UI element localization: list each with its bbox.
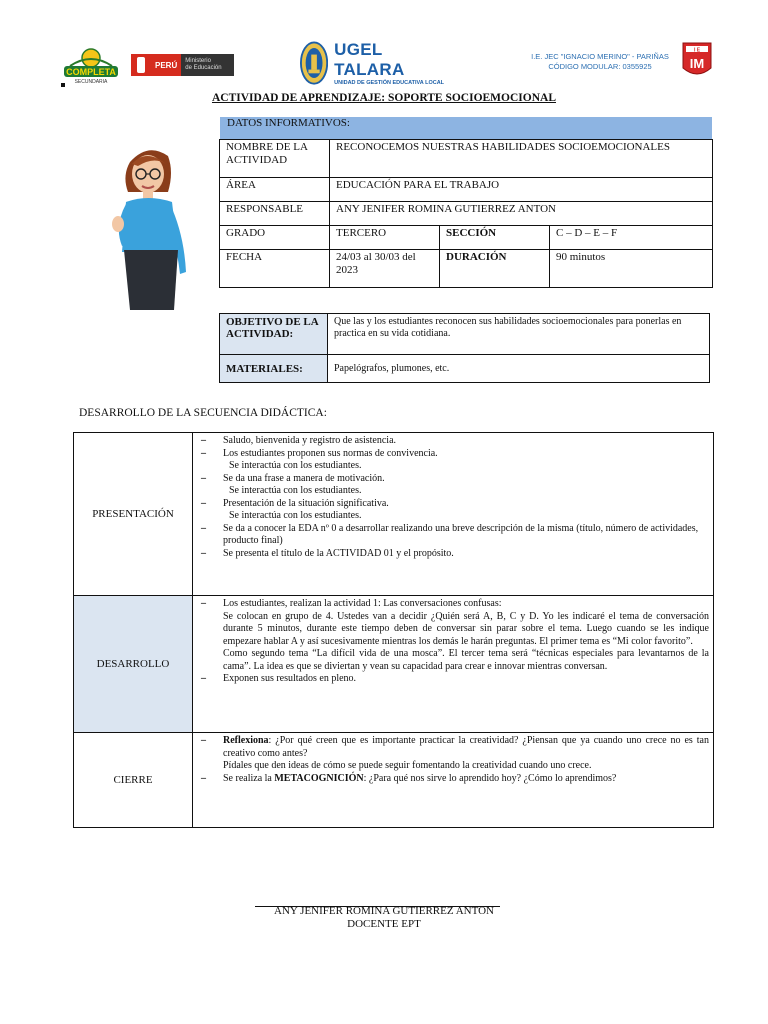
desarrollo-content [193,596,714,733]
area-label: ÁREA [220,178,330,202]
item-text: Se da a conocer la EDA nº 0 a desarrollar realizando una breve descripción de la misma (título, número de actividades, producto final) [223,522,699,546]
bullet: – [201,673,206,684]
signature-name: ANY JENIFER ROMINA GUTIERREZ ANTON [274,905,494,917]
table-row [220,355,710,383]
im-school-logo [682,42,712,80]
bullet: – [201,735,206,746]
list-item [201,673,709,686]
materiales-label: MATERIALES: [220,355,328,383]
school-info [520,52,680,72]
table-row [220,226,713,250]
desarrollo-paragraph-2: Como segundo tema “La difícil vida de una mosca”. El tercer tema será “técnicas especiales para levantarnos de la cama”. La idea es que se diviertan y vean su capacidad para crear e innovar mientras conversan. [223,648,709,672]
im-top-text: I E [693,47,701,54]
list-item [201,735,709,760]
teacher-illustration [108,142,198,312]
item-text: Exponen sus resultados en pleno. [223,673,357,684]
school-name: I.E. JEC "IGNACIO MERINO" - PARIÑAS [531,52,669,61]
list-item [201,523,709,548]
ministry-line-1: Ministerio [185,58,211,64]
duracion-label: DURACIÓN [440,250,550,288]
cierre-subtext: Pídales que den ideas de cómo se puede seguir fomentando la creatividad cuando uno crece. [223,760,592,771]
nombre-label: NOMBRE DE LA ACTIVIDAD [220,140,330,178]
objetivo-value: Que las y los estudiantes reconocen sus habilidades socioemocionales para ponerlas en practica en su vida cotidiana. [328,314,710,355]
bullet: – [201,447,206,459]
cierre-content [193,733,714,828]
area-value: EDUCACIÓN PARA EL TRABAJO [330,178,713,202]
table-row [220,178,713,202]
table-row [220,314,710,355]
table-row [74,596,714,733]
table-row [74,733,714,828]
ugel-title: UGEL TALARA [334,40,405,79]
table-row [220,140,713,178]
signature-role: DOCENTE EPT [347,918,421,930]
metacognicion-text: : ¿Para qué nos sirve lo aprendido hoy? ¿Cómo lo aprendimos? [363,772,617,784]
objetivo-table [219,313,710,383]
ugel-emblem-icon [300,40,328,86]
peru-shield-icon [131,54,151,76]
grado-value: TERCERO [330,226,440,250]
item-text [223,735,709,760]
secuencia-table [73,432,714,828]
peru-ministry-logo [131,54,234,76]
item-text: Los estudiantes proponen sus normas de convivencia. [223,447,438,459]
grado-label: GRADO [220,226,330,250]
list-item [201,473,709,486]
item-text: Saludo, bienvenida y registro de asistencia. [223,435,397,446]
list-item [201,773,709,786]
table-row [220,202,713,226]
responsable-value: ANY JENIFER ROMINA GUTIERREZ ANTON [330,202,713,226]
nombre-value: RECONOCEMOS NUESTRAS HABILIDADES SOCIOEMOCIONALES [330,140,713,178]
seccion-value: C – D – E – F [550,226,713,250]
document-title: ACTIVIDAD DE APRENDIZAJE: SOPORTE SOCIOEMOCIONAL [211,92,556,104]
table-row [74,433,714,596]
im-text: IM [689,56,705,71]
table-row [220,250,713,288]
responsable-label: RESPONSABLE [220,202,330,226]
cierre-label: CIERRE [74,733,193,828]
presentacion-label: PRESENTACIÓN [74,433,193,596]
item-text: Se presenta el título de la ACTIVIDAD 01 y el propósito. [223,547,454,559]
ministry-line-2: de Educación [185,65,222,71]
item-text: Presentación de la situación significativa. [223,497,389,509]
item-text [223,773,709,786]
fecha-value: 24/03 al 30/03 del 2023 [330,250,440,288]
item-subtext: Se interactúa con los estudiantes. [229,460,362,471]
jec-logo-sub: SECUNDARIA [74,79,108,84]
ugel-subtitle: UNIDAD DE GESTIÓN EDUCATIVA LOCAL [334,80,445,86]
datos-table [219,139,713,288]
item-text: Los estudiantes, realizan la actividad 1: Las conversaciones confusas: [223,598,502,609]
bullet: – [201,522,206,534]
reflexiona-text: : ¿Por qué creen que es importante practicar la creatividad? ¿Piensan que ya cuando uno crece no es tan creativo como antes? [223,735,709,759]
list-item [201,448,709,461]
list-item [201,598,709,611]
bullet: – [201,598,206,609]
item-text: Se da una frase a manera de motivación. [223,472,385,484]
bullet: – [201,772,206,784]
ugel-logo [300,40,450,86]
list-item [201,498,709,511]
bullet: – [201,472,206,484]
seccion-label: SECCIÓN [440,226,550,250]
reflexiona-label: Reflexiona [223,735,269,746]
presentacion-content [193,433,714,596]
metacognicion-prefix: Se realiza la [223,772,275,784]
school-code: CÓDIGO MODULAR: 0355925 [548,62,652,71]
item-subtext: Se interactúa con los estudiantes. [229,510,362,521]
peru-label: PERÚ [151,54,181,76]
bullet: – [201,497,206,509]
bullet: – [201,547,206,559]
duracion-value: 90 minutos [550,250,713,288]
objetivo-label: OBJETIVO DE LA ACTIVIDAD: [220,314,328,355]
bullet: – [201,435,206,446]
desarrollo-paragraph-1: Se colocan en grupo de 4. Ustedes van a decidir ¿Quién será A, B, C y D. Yo les indicaré el tema de conversación durante 5 minutos, durante este tiempo deben de conversar sin parar sobre el tema. Luego cuando se les indique empezare hablar A y así sucesivamente mientras los demás le harán preguntas. El primer tema es “Mi color favorito”. [223,610,709,647]
list-item [201,548,709,561]
materiales-value: Papelógrafos, plumones, etc. [328,355,710,383]
desarrollo-label: DESARROLLO [74,596,193,733]
fecha-label: FECHA [220,250,330,288]
signature-block [0,905,768,931]
ministry-label [181,54,234,76]
secuencia-title: DESARROLLO DE LA SECUENCIA DIDÁCTICA: [79,407,327,419]
datos-heading: DATOS INFORMATIVOS: [220,117,712,139]
item-subtext: Se interactúa con los estudiantes. [229,485,362,496]
list-item [201,435,709,448]
bullet-mark [61,83,65,87]
jec-logo-text: COMPLETA [66,67,116,77]
jec-logo [60,44,122,84]
metacognicion-label: METACOGNICIÓN [274,772,364,784]
